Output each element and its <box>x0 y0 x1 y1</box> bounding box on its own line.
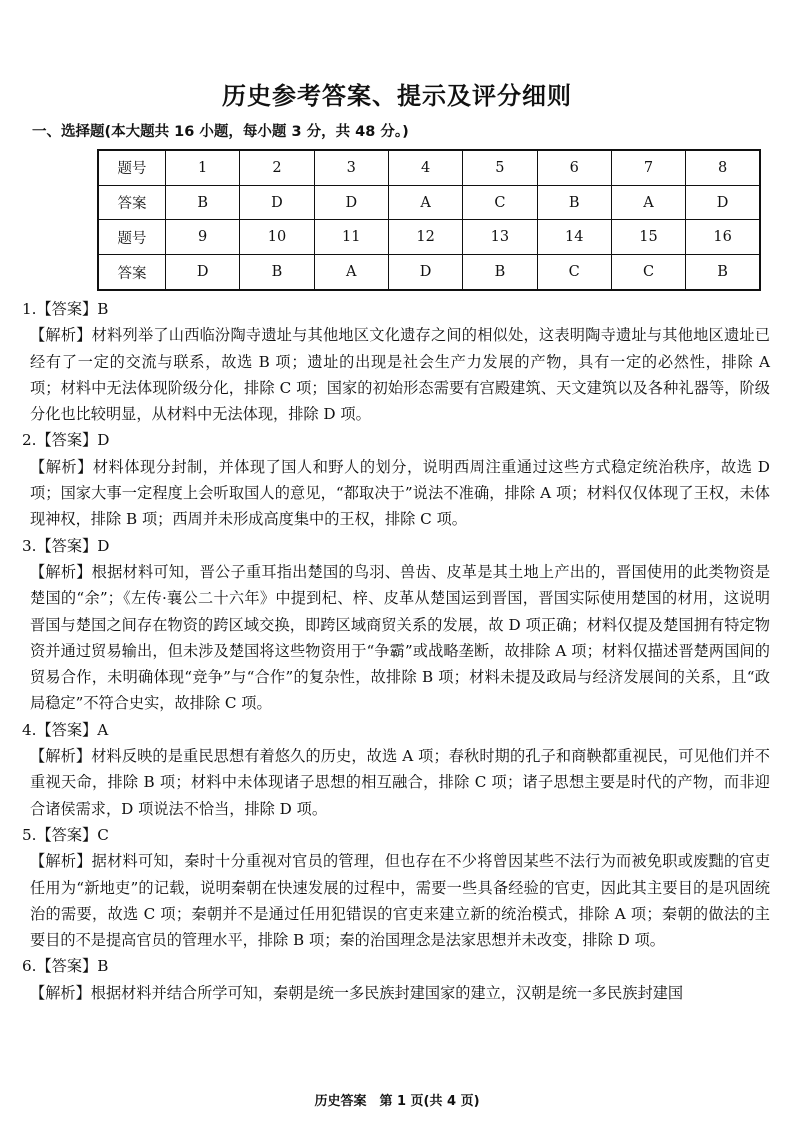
question-2 <box>22 427 770 532</box>
table-cell: 5 <box>463 150 537 185</box>
table-cell: 6 <box>537 150 611 185</box>
page-title: 历史参考答案、提示及评分细则 <box>222 82 572 110</box>
table-cell: B <box>240 255 314 290</box>
table-cell: B <box>463 255 537 290</box>
table-cell: D <box>314 185 388 220</box>
table-cell: 13 <box>463 220 537 255</box>
row-label: 答案 <box>98 255 166 290</box>
row-label: 题号 <box>98 220 166 255</box>
table-cell: 8 <box>686 150 760 185</box>
table-cell: 7 <box>611 150 685 185</box>
explanation-text: 【解析】材料体现分封制，并体现了国人和野人的划分，说明西周注重通过这些方式稳定统治秩序，故选 D 项；国家大事一定程度上会听取国人的意见，“都取决于”说法不准确，排除 A 项；材料仅仅体现了王权，未体现神权，排除 B 项；西周并未形成高度集中的王权，排除 C 项。 <box>30 457 770 529</box>
table-cell: B <box>537 185 611 220</box>
table-cell: A <box>314 255 388 290</box>
table-row <box>98 150 760 185</box>
table-cell: A <box>611 185 685 220</box>
table-cell: 12 <box>388 220 462 255</box>
table-row <box>98 255 760 290</box>
answer-line: 6.【答案】B <box>22 957 109 976</box>
table-cell: 2 <box>240 150 314 185</box>
table-cell: 4 <box>388 150 462 185</box>
table-cell: D <box>240 185 314 220</box>
table-row <box>98 185 760 220</box>
explanation-text: 【解析】材料反映的是重民思想有着悠久的历史，故选 A 项；春秋时期的孔子和商鞅都重视民，可见他们并不重视天命，排除 B 项；材料中未体现诸子思想的相互融合，排除 C 项；诸子思想主要是时代的产物，而非迎合诸侯需求，D 项说法不恰当，排除 D 项。 <box>30 747 770 818</box>
table-cell: 14 <box>537 220 611 255</box>
row-label: 题号 <box>98 150 166 185</box>
table-cell: B <box>686 255 760 290</box>
section-heading: 一、选择题(本大题共 16 小题，每小题 3 分，共 48 分。) <box>32 124 409 140</box>
question-4 <box>22 717 770 822</box>
explanations <box>22 296 770 1006</box>
explanation-text: 【解析】据材料可知，秦时十分重视对官员的管理，但也存在不少将曾因某些不法行为而被免职或废黜的官吏任用为“新地吏”的记载，说明秦朝在快速发展的过程中，需要一些具备经验的官吏，因此其主要目的是巩固统治的需要，故选 C 项；秦朝并不是通过任用犯错误的官吏来建立新的统治模式，排除 A 项；秦朝的做法的主要目的不是提高官员的管理水平，排除 B 项；秦的治国理念是法家思想并未改变，排除 D 项。 <box>30 852 770 950</box>
answer-line: 2.【答案】D <box>22 431 110 450</box>
table-cell: 10 <box>240 220 314 255</box>
explanation-text: 【解析】根据材料并结合所学可知，秦朝是统一多民族封建国家的建立，汉朝是统一多民族封建国 <box>30 983 684 1002</box>
table-cell: D <box>686 185 760 220</box>
explanation-text: 【解析】材料列举了山西临汾陶寺遗址与其他地区文化遗存之间的相似处，这表明陶寺遗址与其他地区遗址已经有了一定的交流与联系，故选 B 项；遗址的出现是社会生产力发展的产物，具有一定的必然性，排除 A 项；材料中无法体现阶级分化，排除 C 项；国家的初始形态需要有宫殿建筑、天文建筑以及各种礼器等，阶级分化也比较明显，从材料中无法体现，排除 D 项。 <box>30 326 770 424</box>
table-cell: 9 <box>166 220 240 255</box>
question-3 <box>22 533 770 717</box>
answer-table <box>97 149 761 291</box>
table-cell: A <box>388 185 462 220</box>
question-6 <box>22 953 770 1006</box>
table-cell: C <box>463 185 537 220</box>
table-cell: D <box>388 255 462 290</box>
question-1 <box>22 296 770 427</box>
answer-line: 3.【答案】D <box>22 536 110 555</box>
answer-line: 5.【答案】C <box>22 825 109 844</box>
row-label: 答案 <box>98 185 166 220</box>
table-cell: 3 <box>314 150 388 185</box>
explanation-text: 【解析】根据材料可知，晋公子重耳指出楚国的鸟羽、兽齿、皮革是其土地上产出的，晋国使用的此类物资是楚国的“余”；《左传·襄公二十六年》中提到杞、梓、皮革从楚国运到晋国，晋国实际使用楚国的材用，这说明晋国与楚国之间存在物资的跨区域交换，即跨区域商贸关系的发展，故 D 项正确；材料仅提及楚国拥有特定物资并通过贸易输出，但未涉及楚国将这些物资用于“争霸”或战略垄断，故排除 A 项；材料仅描述晋楚两国间的贸易合作，未明确体现“竞争”与“合作”的复杂性，故排除 B 项；材料未提及政局与经济发展间的关系，且“政局稳定”不符合史实，故排除 C 项。 <box>30 562 770 713</box>
table-cell: 16 <box>686 220 760 255</box>
table-cell: D <box>166 255 240 290</box>
table-cell: 1 <box>166 150 240 185</box>
table-cell: 15 <box>611 220 685 255</box>
table-row <box>98 220 760 255</box>
table-cell: B <box>166 185 240 220</box>
table-cell: 11 <box>314 220 388 255</box>
answer-line: 4.【答案】A <box>22 720 109 739</box>
page-footer: 历史答案 第 1 页(共 4 页) <box>314 1094 480 1109</box>
answer-line: 1.【答案】B <box>22 300 109 318</box>
table-cell: C <box>537 255 611 290</box>
question-5 <box>22 822 770 953</box>
table-cell: C <box>611 255 685 290</box>
